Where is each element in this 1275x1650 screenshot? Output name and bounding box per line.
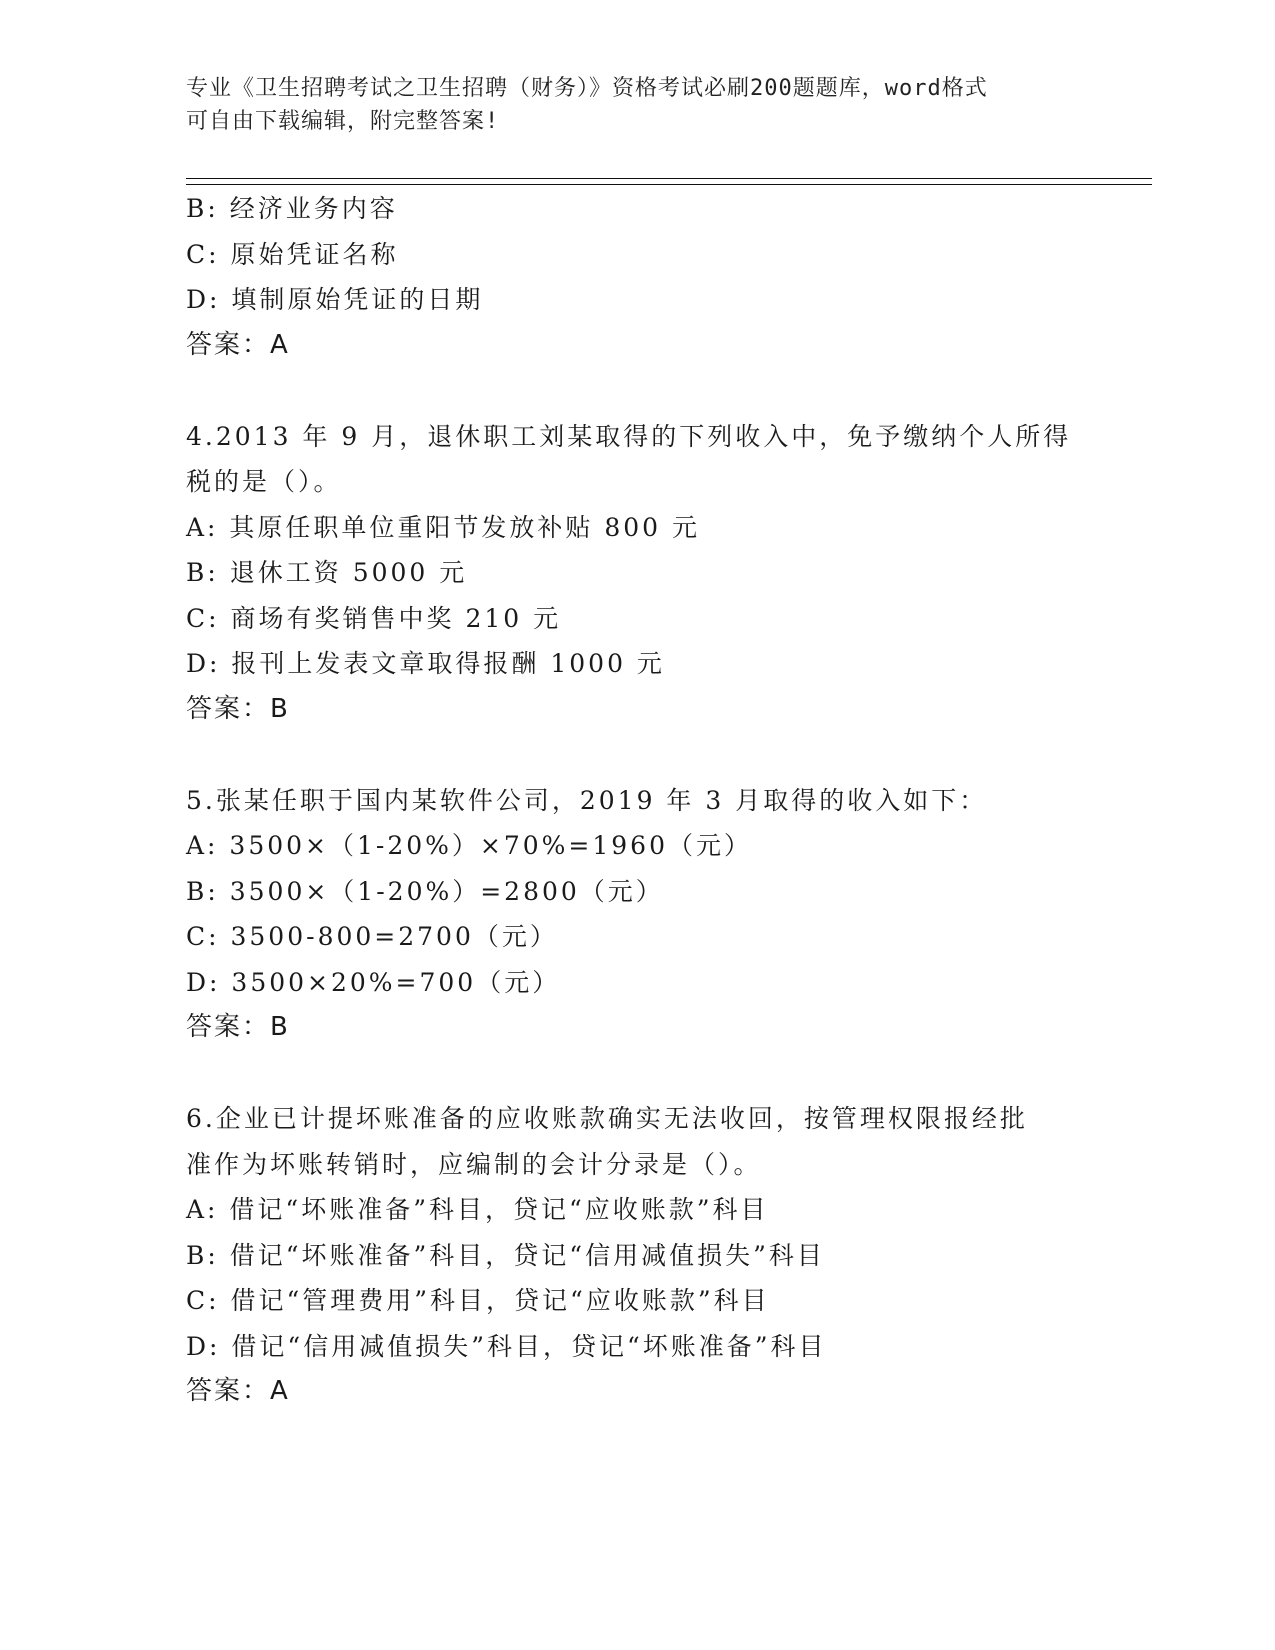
q5-option-b: B: 3500×（1-20%）=2800（元）	[186, 876, 664, 906]
question-3-continued	[186, 186, 1086, 368]
q6-option-d: D: 借记“信用减值损失”科目，贷记“坏账准备”科目	[186, 1331, 827, 1361]
q4-stem-line-1: 4.2013 年 9 月，退休职工刘某取得的下列收入中，免予缴纳个人所得	[186, 421, 1072, 451]
q4-answer: 答案：B	[186, 693, 290, 724]
spacer	[186, 1051, 1086, 1097]
q3-option-b: B: 经济业务内容	[186, 194, 398, 223]
q4-stem-line-2: 税的是（）。	[186, 467, 342, 496]
q5-option-a: A: 3500×（1-20%）×70%=1960（元）	[186, 831, 752, 860]
q5-stem-line-1: 5.张某任职于国内某软件公司，2019 年 3 月取得的收入如下：	[186, 785, 988, 815]
q6-option-c: C: 借记“管理费用”科目，贷记“应收账款”科目	[186, 1286, 770, 1315]
q6-stem-line-1: 6.企业已计提坏账准备的应收账款确实无法收回，按管理权限报经批	[186, 1104, 1028, 1133]
q3-option-c: C: 原始凭证名称	[186, 239, 399, 269]
q4-option-b: B: 退休工资 5000 元	[186, 558, 468, 587]
question-list	[186, 186, 1086, 1415]
question-4	[186, 414, 1086, 733]
question-5	[186, 778, 1086, 1051]
q4-option-a: A: 其原任职单位重阳节发放补贴 800 元	[186, 512, 701, 542]
page-header	[186, 72, 1066, 138]
q6-option-b: B: 借记“坏账准备”科目，贷记“信用减值损失”科目	[186, 1240, 825, 1270]
q5-option-d: D: 3500×20%=700（元）	[186, 967, 561, 997]
question-6	[186, 1096, 1086, 1415]
q5-answer: 答案：B	[186, 1012, 290, 1042]
header-line-1: 专业《卫生招聘考试之卫生招聘（财务）》资格考试必刷200题题库，word格式	[186, 76, 988, 101]
spacer	[186, 732, 1086, 778]
q4-option-c: C: 商场有奖销售中奖 210 元	[186, 603, 562, 633]
header-line-2: 可自由下载编辑，附完整答案!	[186, 109, 500, 134]
q3-option-d: D: 填制原始凭证的日期	[186, 285, 484, 314]
q6-option-a: A: 借记“坏账准备”科目，贷记“应收账款”科目	[186, 1195, 769, 1224]
q5-option-c: C: 3500-800=2700（元）	[186, 922, 558, 951]
q6-answer: 答案：A	[186, 1376, 290, 1406]
header-divider	[186, 178, 1152, 185]
q6-stem-line-2: 准作为坏账转销时，应编制的会计分录是（）。	[186, 1149, 762, 1179]
q4-option-d: D: 报刊上发表文章取得报酬 1000 元	[186, 649, 665, 678]
q3-answer: 答案：A	[186, 329, 290, 360]
spacer	[186, 368, 1086, 414]
